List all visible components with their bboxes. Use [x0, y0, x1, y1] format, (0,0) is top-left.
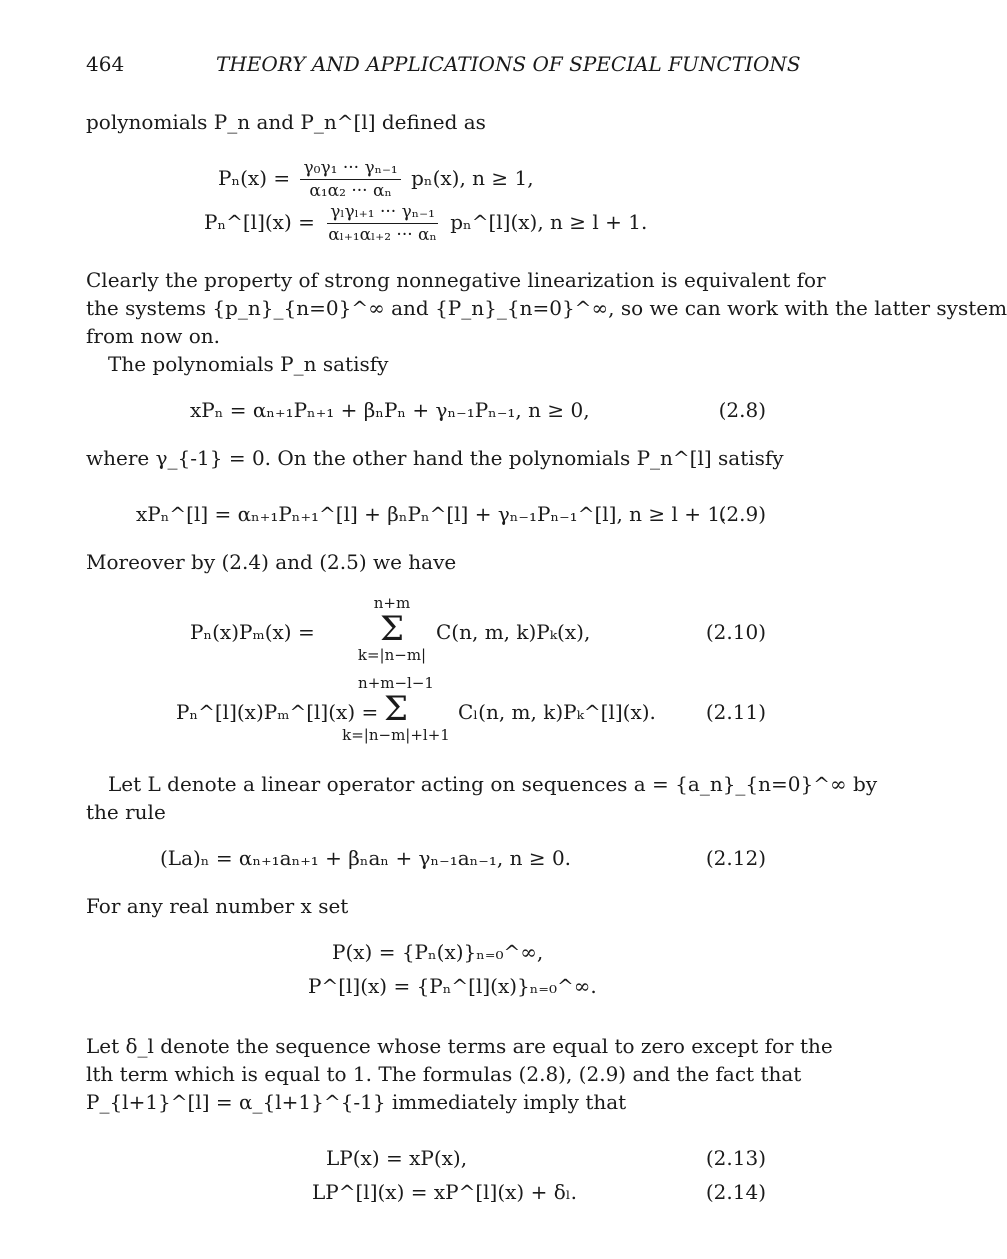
paragraph-2-line-3: from now on.	[86, 324, 221, 348]
eq210-rhs: C(n, m, k)Pₖ(x),	[436, 620, 591, 644]
eq211-lhs: Pₙ^[l](x)Pₘ^[l](x) =	[176, 700, 379, 724]
equation-Pn	[218, 158, 534, 201]
eq2-fraction	[325, 202, 440, 245]
equation-2-9: xPₙ^[l] = αₙ₊₁Pₙ₊₁^[l] + βₙPₙ^[l] + γₙ₋₁Pₙ₋₁^[l], n ≥ l + 1.	[136, 502, 727, 526]
eq1-numerator: γ₀γ₁ ··· γₙ₋₁	[300, 158, 400, 180]
paragraph-5: Moreover by (2.4) and (2.5) we have	[86, 550, 457, 574]
paragraph-2-line-2: the systems {p_n}_{n=0}^∞ and {P_n}_{n=0}^∞, so we can work with the latter system	[86, 296, 1007, 320]
paragraph-6-line-1: Let L denote a linear operator acting on sequences a = {a_n}_{n=0}^∞ by	[108, 772, 878, 796]
equation-2-14: LP^[l](x) = xP^[l](x) + δₗ.	[312, 1180, 577, 1204]
eq210-lhs: Pₙ(x)Pₘ(x) =	[190, 620, 315, 644]
eq2-denominator: αₗ₊₁αₗ₊₂ ··· αₙ	[328, 225, 437, 245]
equation-P-l-set: P^[l](x) = {Pₙ^[l](x)}ₙ₌₀^∞.	[308, 974, 597, 998]
intro-line: polynomials P_n and P_n^[l] defined as	[86, 110, 486, 134]
eq2-lhs: Pₙ^[l](x) =	[204, 210, 315, 234]
page-number: 464	[86, 52, 125, 76]
eq2-numerator: γₗγₗ₊₁ ··· γₙ₋₁	[327, 202, 438, 224]
tag-2-8: (2.8)	[718, 398, 766, 422]
eq211-upper: n+m−l−1	[358, 674, 434, 692]
eq210-upper: n+m	[373, 594, 411, 612]
tag-2-13: (2.13)	[705, 1146, 766, 1170]
equation-2-12: (La)ₙ = αₙ₊₁aₙ₊₁ + βₙaₙ + γₙ₋₁aₙ₋₁, n ≥ 0.	[160, 846, 572, 870]
eq211-sum	[336, 674, 456, 744]
eq1-rhs: pₙ(x), n ≥ 1,	[411, 166, 534, 190]
eq211-rhs: Cₗ(n, m, k)Pₖ^[l](x).	[458, 700, 656, 724]
equation-Pn-l	[204, 202, 647, 245]
tag-2-11: (2.11)	[705, 700, 766, 724]
eq2-rhs: pₙ^[l](x), n ≥ l + 1.	[450, 210, 648, 234]
paragraph-4: where γ_{-1} = 0. On the other hand the polynomials P_n^[l] satisfy	[86, 446, 784, 470]
tag-2-9: (2.9)	[718, 502, 766, 526]
running-title: THEORY AND APPLICATIONS OF SPECIAL FUNCTIONS	[216, 52, 801, 76]
eq1-denominator: α₁α₂ ··· αₙ	[309, 181, 392, 201]
sigma-icon: Σ	[383, 689, 409, 729]
tag-2-12: (2.12)	[705, 846, 766, 870]
equation-P-set: P(x) = {Pₙ(x)}ₙ₌₀^∞,	[332, 940, 544, 964]
eq211-lower: k=|n−m|+l+1	[342, 726, 450, 744]
equation-2-13: LP(x) = xP(x),	[326, 1146, 468, 1170]
sigma-icon: Σ	[379, 609, 405, 649]
eq210-lower: k=|n−m|	[357, 646, 427, 664]
paragraph-6-line-2: the rule	[86, 800, 166, 824]
equation-2-8: xPₙ = αₙ₊₁Pₙ₊₁ + βₙPₙ + γₙ₋₁Pₙ₋₁, n ≥ 0,	[190, 398, 590, 422]
tag-2-10: (2.10)	[705, 620, 766, 644]
eq1-fraction	[300, 158, 400, 201]
paragraph-2-line-1: Clearly the property of strong nonnegative linearization is equivalent for	[86, 268, 826, 292]
paragraph-8-line-2: lth term which is equal to 1. The formulas (2.8), (2.9) and the fact that	[86, 1062, 802, 1086]
paragraph-8-line-1: Let δ_l denote the sequence whose terms are equal to zero except for the	[86, 1034, 833, 1058]
eq1-lhs: Pₙ(x) =	[218, 166, 291, 190]
eq210-sum	[352, 594, 432, 664]
paragraph-8-line-3: P_{l+1}^[l] = α_{l+1}^{-1} immediately imply that	[86, 1090, 627, 1114]
tag-2-14: (2.14)	[705, 1180, 766, 1204]
paragraph-7: For any real number x set	[86, 894, 349, 918]
paragraph-3: The polynomials P_n satisfy	[108, 352, 389, 376]
